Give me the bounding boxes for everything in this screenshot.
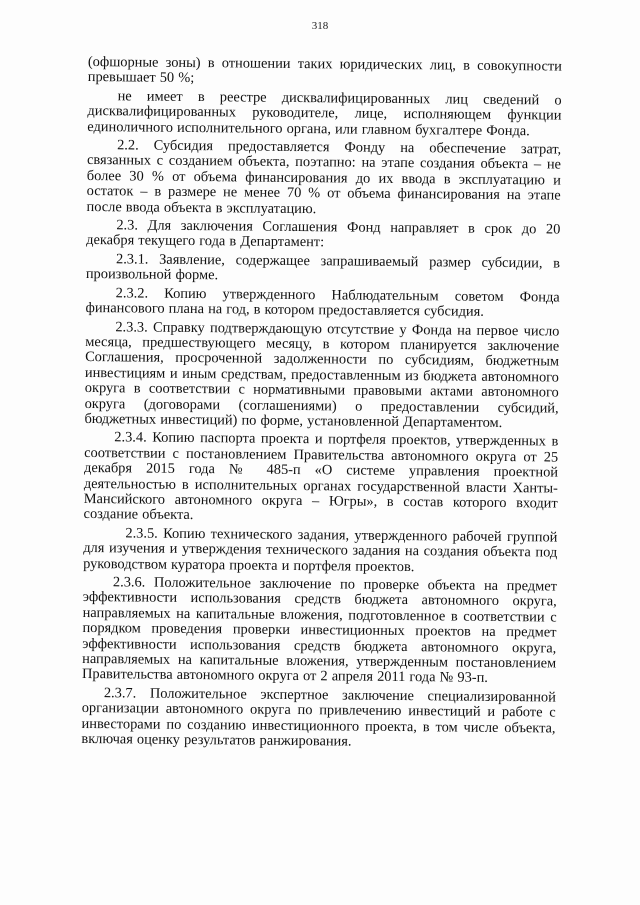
paragraph-offshore: (офшорные зоны) в отношении таких юридических лиц, в совокупности превышает 50 %;: [87, 54, 562, 87]
page-number: 318: [311, 20, 329, 32]
paragraph-2-3-6: 2.3.6. Положительное заключение по проверке объекта на предмет эффективности использования средств бюджета автономного округа, направляемых на капитальные вложения, подготовленное в соответствии с порядком проведения проверки инвестиционных проектов на предмет эффективности использования средств бюджета автономного округа, направляемых на капитальные вложения, утвержденным постановлением Правительства автономного округа от 2 апреля 2011 года № 93-п.: [81, 574, 557, 687]
paragraph-2-3-4: 2.3.4. Копию паспорта проекта и портфеля проектов, утвержденных в соответствии с постановлением Правительства автономного округа от 25 декабря 2015 года № 485-п «О системе управления проектной деятельностью в исполнительных органах государственной власти Ханты-Мансийского автономного округа – Югры», в состав которого входит создание объекта.: [83, 429, 559, 524]
paragraph-2-3: 2.3. Для заключения Соглашения Фонд направляет в срок до 20 декабря текущего года в Департамент:: [86, 217, 561, 251]
paragraph-2-3-1: 2.3.1. Заявление, содержащее запрашиваемый размер субсидии, в произвольной форме.: [85, 251, 561, 284]
paragraph-disqualified: не имеет в реестре дисквалифицированных лиц сведений о дисквалифицированных руководителе, лице, исполняющем функции единоличного исполнительного органа, или главном бухгалтере Фонда.: [87, 88, 562, 139]
document-body: [81, 55, 562, 755]
paragraph-2-3-2: 2.3.2. Копию утвержденного Наблюдательным советом Фонда финансового плана на год, в котором предоставляется субсидия.: [85, 284, 560, 320]
paragraph-2-2: 2.2. Субсидия предоставляется Фонду на обеспечение затрат, связанных с созданием объекта, поэтапно: на этапе создания объекта – не более 30 % от объема финансирования до их ввода в эксплуатацию и остаток – в размере не менее 70 % от объема финансирования на этапе после ввода объекта в эксплуатацию.: [86, 137, 562, 217]
paragraph-2-3-7: 2.3.7. Положительное экспертное заключение специализированной организации автономного округа по привлечению инвестиций и работе с инвесторами по созданию инвестиционного проекта, в том числе объекта, включая оценку результатов ранжирования.: [81, 685, 556, 750]
paragraph-2-3-3: 2.3.3. Справку подтверждающую отсутствие у Фонда на первое число месяца, предшествующего месяцу, в котором планируется заключение Соглашения, просроченной задолженности по субсидиям, бюджетным инвестициям и иным средствам, предоставленным из бюджета автономного округа в соответствии с нормативными правовыми актами автономного округа (договорами (соглашениями) о предоставлении субсидий, бюджетных инвестиций) по форме, установленной Департаментом.: [84, 318, 560, 431]
paragraph-2-3-5: 2.3.5. Копию технического задания, утвержденного рабочей группой для изучения и утверждения технического задания на создания объекта под руководством куратора проекта и портфеля проектов.: [83, 525, 558, 575]
